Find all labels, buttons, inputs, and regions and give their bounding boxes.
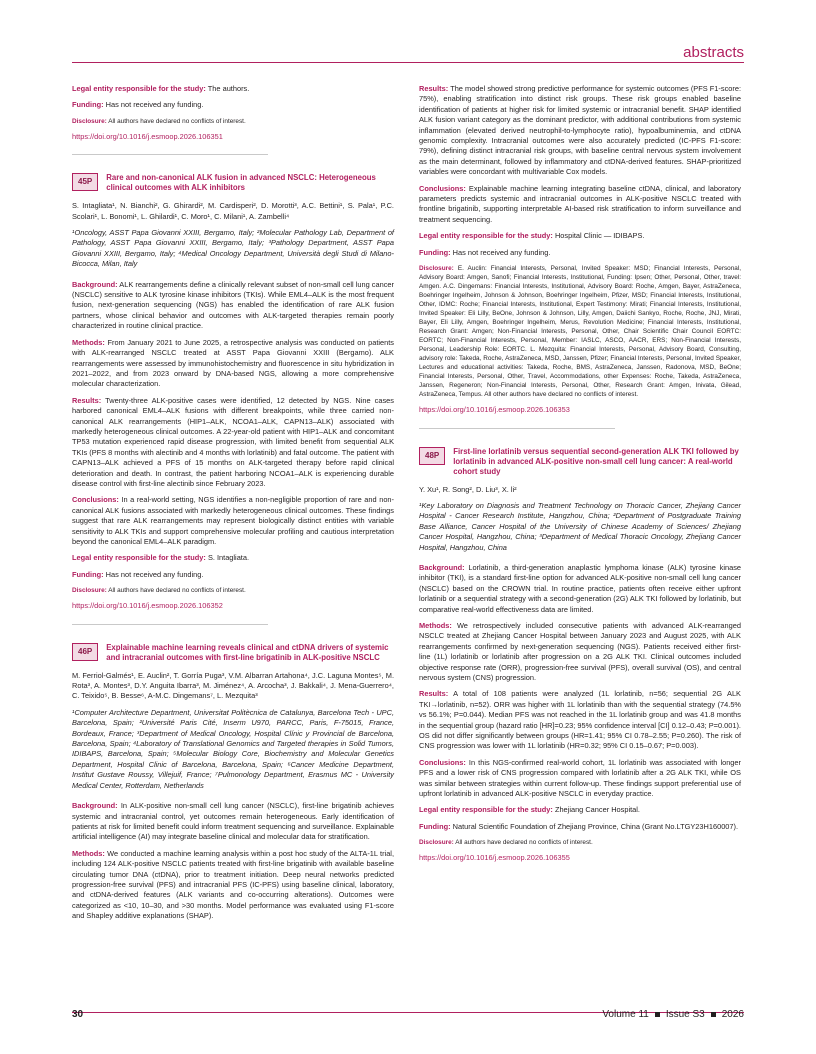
legal-entity: Legal entity responsible for the study: Hospital Clinic — IDIBAPS. xyxy=(419,231,645,241)
affiliations: ¹Computer Architecture Department, Universitat Politècnica de Catalunya, Barcelona Tech - UPC, Barcelona, Spain; ²Université Paris Cité, Inserm U970, PARCC, Paris, F-75015, France, Bordeaux, France; ³Department of Medical Oncology, Hospital Clínic y Provincial de Barcelona, Barcelona, Spain; ⁴Laboratory of Translational Genomics and Targeted therapies in Solid Tumors, IDIBAPS, Barcelona, Spain; ⁵Molecular Biology Core, Biochemistry and Molecular Genetics Department, Hospital Clinic of Barcelona, Barcelona, Spain; ⁶Cancer Medicine Department, Institut Gustave Roussy, Villejuif, France; ⁷Pulmonology Department, Erasmus MC - University Medical Center, Rotterdam, Netherlands xyxy=(72,707,394,790)
year: 2026 xyxy=(721,1009,744,1020)
legal-entity: Legal entity responsible for the study: Zhejiang Cancer Hospital. xyxy=(419,805,640,815)
authors: M. Ferriol-Galmés¹, E. Auclin², T. Gorría Puga³, V.M. Albarran Artahona⁴, J.C. Laguna Montes⁵, M. Rota³, A. Montes³, D.Y. Anguita Ibarra³, M. Jiménez⁴, A. Arcocha³, J. Bakkali⁴, J. Mena-Guerrero⁴, C. Teixido⁵, B. Besse⁶, A-M.C. Dingemans⁷, L. Mezquita³ xyxy=(72,670,394,701)
square-bullet-icon xyxy=(711,1012,716,1017)
right-column xyxy=(419,84,741,870)
legal-entity: Legal entity responsible for the study: S. Intagliata. xyxy=(72,553,250,563)
abstract-title: First-line lorlatinib versus sequential second-generation ALK TKI followed by lorlatinib in advanced ALK-positive non-small cell lung cancer: A real-world cohort study xyxy=(453,446,739,476)
affiliations: ¹Oncology, ASST Papa Giovanni XXIII, Bergamo, Italy; ²Molecular Pathology Lab, Department of Pathology, ASST Papa Giovanni XXIII, Bergamo, Italy; ³Pathology Department, ASST Papa Giovanni XXIII, Bergamo, Italy; ⁴Medical Oncology Department, Università degli Studi di Milano-Bicocca, Milan, Italy xyxy=(72,228,394,269)
methods: Methods: From January 2021 to June 2025, a retrospective analysis was conducted on patients with ALK-rearranged NSCLC treated at ASST Papa Giovanni XXIII (Bergamo). ALK rearrangements were assessed by immunohistochemistry and fluorescence in situ hybridization in 2021–2022, and from 2023 onward by DNA-based NGS, allowing a more comprehensive molecular characterization. xyxy=(72,337,394,389)
methods: Methods: We retrospectively included consecutive patients with advanced ALK-rearranged NSCLC treated at Zhejiang Cancer Hospital between January 2023 and August 2025, with ALK rearrangements confirmed by next-generation sequencing (NGS). Patients received either first-line (1L) lorlatinib or lorlatinib after progression on a 2G ALK TKI. Clinical outcomes included objective response rate (ORR), progression-free survival (PFS), overall survival (OS), and central nervous system (CNS) progression. xyxy=(419,620,741,682)
abstract-number: 45P xyxy=(72,173,98,191)
left-column xyxy=(72,84,394,928)
funding: Funding: Has not received any funding. xyxy=(72,100,204,110)
section-title: abstracts xyxy=(683,44,744,61)
disclosure: Disclosure: E. Auclin: Financial Interests, Personal, Invited Speaker: MSD; Financial Interests, Personal, Advisory Board: Amgen, Sanofi; Financial Interests, Institutional, Funding: Ipsen; Other, Personal, Other, travel: Amgen. A.C. Dingemans: Financial Interests, Institutional, Advisory Board: Roche, Amgen, Bayer, AstraZeneca, Boehringer Ingelheim, Johnson & Johnson, Boehringer Ingelheim, Pfizer, MSD; Financial Interests, Institutional, Other, IDMC: Roche; Financial Interests, Institutional, Expert Testimony: Mirati; Financial Interests, Institutional, Invited Speaker: Eli Lilly, BeOne, Johnson & Johnson, Lilly, Amgen, Daiichi Sankyo, Roche, Roche, JNJ, Mirati, Bayer, Eli Lilly, Amgen, Boehringer Ingelheim, Merus, Revolution Medicine; Financial Interests, Institutional, Research Grant: Amgen; Non-Financial Interests, Personal, Other, Chair Scientific Chair Council EORTC: EORTC; Non-Financial Interests, Personal, Member: IASLC, ASCO, AACR, ERS; Non-Financial Interests, Personal, Leadership Role: EORTC. L. Mezquita: Financial Interests, Personal, Advisory Board, Consulting, advisory role: Takeda, Roche, AstraZeneca, MSD, Janssen, Pfizer; Financial Interests, Personal, Invited Speaker, Lectures and educational activities: Takeda, Roche, BMS, AstraZeneca, Janssen, Radonova, MSD, BeOne; Financial Interests, Personal, Other, Travel, Accommodations, other Expenses: Roche, Takeda, AstraZeneca, Janssen, Regeneron; Non-Financial Interests, Personal, Other, Research Grant: Amgen, Inivata, Gilead, AstraZeneca, Tempus. All other authors have declared no conflicts of interest. xyxy=(419,265,742,399)
conclusions: Conclusions: Explainable machine learning integrating baseline ctDNA, clinical, and laboratory parameters predicts systemic and intracranial outcomes in ALK-positive NSCLC treated with frontline brigatinib, supporting interpretable AI-based risk stratification to inform surveillance and treatment sequencing. xyxy=(419,183,742,224)
doi-link[interactable]: https://doi.org/10.1016/j.esmoop.2026.106352 xyxy=(72,601,223,611)
abstract-title: Rare and non-canonical ALK fusion in advanced NSCLC: Heterogeneous clinical outcomes with ALK inhibitors xyxy=(106,173,376,193)
volume: Volume 11 xyxy=(602,1009,649,1020)
abstract-number: 46P xyxy=(72,643,98,661)
abstract-48-heading xyxy=(419,447,741,477)
conclusions: Conclusions: In this NGS-confirmed real-world cohort, 1L lorlatinib was associated with longer PFS and a lower risk of CNS progression compared with lorlatinib after a 2G ALK TKI, while OS was similar between strategies within current follow-up. These findings support preferential use of upfront lorlatinib in advanced ALK-positive NSCLC in everyday practice. xyxy=(419,757,741,799)
funding: Funding: Has not received any funding. xyxy=(72,569,204,579)
doi-link[interactable]: https://doi.org/10.1016/j.esmoop.2026.106353 xyxy=(419,405,570,415)
background: Background: Lorlatinib, a third-generation anaplastic lymphoma kinase (ALK) tyrosine kinase inhibitor (TKI), is a standard first-line option for advanced ALK-positive non-small cell lung cancer (NSCLC) based on the CROWN trial. In routine practice, patients often receive either upfront lorlatinib or a sequential strategy with a second-generation (2G) ALK TKI followed by lorlatinib, but comparative real-world effectiveness data are limited. xyxy=(419,562,742,614)
disclosure: Disclosure: All authors have declared no conflicts of interest. xyxy=(72,117,246,125)
disclosure: Disclosure: All authors have declared no conflicts of interest. xyxy=(419,839,593,847)
conclusions: Conclusions: In a real-world setting, NGS identifies a non-negligible proportion of rare and non-canonical ALK fusions associated with markedly heterogeneous clinical outcomes. These findings suggest that rare ALK rearrangements may represent biologically distinct entities with variable sensitivity to ALK TKIs and support comprehensive molecular profiling and cautious interpretation beyond the canonical EML4–ALK paradigm. xyxy=(72,495,394,546)
doi-link[interactable]: https://doi.org/10.1016/j.esmoop.2026.106351 xyxy=(72,131,223,141)
methods: Methods: We conducted a machine learning analysis within a post hoc study of the ALTA-1L trial, including 124 ALK-positive NSCLC patients treated with first-line brigatinib with available baseline circulating tumor DNA (ctDNA), prior to treatment initiation. Deep neural networks predicted progression-free survival (PFS) and intracranial PFS (IC-PFS) using baseline clinical, laboratory, and ctDNA-derived features (ALK variants and co-occurring alterations). Outcomes were categorized as <10, 10–30, and >30 months. Model performance was evaluated using F1-score and Shapley additive explanations (SHAP). xyxy=(72,848,395,921)
page-number: 30 xyxy=(72,1009,84,1020)
header-rule xyxy=(72,62,744,63)
funding: Funding: Natural Scientific Foundation of Zhejiang Province, China (Grant No.LTGY23H160007). xyxy=(419,821,739,831)
affiliations: ¹Key Laboratory on Diagnosis and Treatment Technology on Thoracic Cancer, Zhejiang Cancer Hospital - Cancer Research Institute, Hangzhou, China; ²Department of Postgraduate Training Base Alliance, Cancer Hospital of the University of Chinese Academy of Sciences/ Zhejiang Cancer Hospital, Hangzhou, China; ³Department of Medical Thoracic Oncology, Zhejiang Cancer Hospital, Hangzhou, China xyxy=(419,500,741,552)
abstract-46-heading xyxy=(72,643,394,663)
authors: S. Intagliata¹, N. Bianchi², G. Ghirardi², M. Cardisperi², D. Morotti³, A.C. Bettini¹, S. Pala¹, P.C. Scolari¹, L. Bonomi¹, L. Ghilardi¹, C. Moro¹, C. Milani¹, A. Zambelli⁴ xyxy=(72,201,394,221)
abstract-number: 48P xyxy=(419,447,445,465)
abstract-45-heading xyxy=(72,173,394,193)
doi-link[interactable]: https://doi.org/10.1016/j.esmoop.2026.106355 xyxy=(419,853,570,863)
disclosure: Disclosure: All authors have declared no conflicts of interest. xyxy=(72,587,246,595)
abstract-title: Explainable machine learning reveals clinical and ctDNA drivers of systemic and intracranial outcomes with first-line brigatinib in ALK-positive NSCLC xyxy=(106,642,389,662)
results: Results: Twenty-three ALK-positive cases were identified, 12 detected by NGS. Nine cases harbored canonical EML4–ALK fusions with different breakpoints, while three carried non-canonical ALK rearrangements (HIP1–ALK, NCOA1–ALK, CAPN13–ALK) associated with markedly heterogeneous clinical outcomes. A 22-year-old patient with HIP1–ALK and concomitant TP53 mutation experienced rapid disease progression, with limited benefit from sequential ALK TKIs (PFS 8 months with alectinib and 4 months with lorlatinib) and fatal outcome. The patient with CAPN13–ALK achieved a PFS of 15 months on ALK-targeted therapy before rapid clinical deterioration and death. In contrast, the patient harboring NCOA1–ALK is experiencing durable disease control with first-line alectinib since February 2023. xyxy=(72,395,394,488)
authors: Y. Xu¹, R. Song², D. Liu³, X. li² xyxy=(419,484,517,494)
results: Results: The model showed strong predictive performance for systemic outcomes (PFS F1-score: 75%), enabling stratification into distinct risk groups. These risk groups enabled baseline identification of patients at higher risk for limited systemic or intracranial benefit. SHAP identified ALK fusion variant category as the dominant predictor, with additional contributions from systemic inflammation (elevated derived neutrophil-to-lymphocyte ratio), hypoalbuminemia, and ctDNA genomic complexity. Intracranial outcomes were also accurately predicted (IC-PFS F1-score: 79%), defining distinct intracranial risk groups, with baseline central nervous system involvement as the main determinant, followed by inflammatory and ctDNA-derived features. SHAP-prioritized variables were concordant with multivariable Cox models. xyxy=(419,84,741,177)
results: Results: A total of 108 patients were analyzed (1L lorlatinib, n=56; sequential 2G ALK TKI→lorlatinib, n=52). ORR was higher with 1L lorlatinib than with the sequential strategy (74.5% vs 56.1%; P=0.044). Median PFS was not reached in the 1L lorlatinib group and was 41.8 months in the sequential group (hazard ratio [HR]=0.23; 95% confidence interval [CI] 0.12–0.43; P=0.001). OS did not differ significantly between groups (HR=1.41; 95% CI 0.78–2.55; P=0.260). The risk of CNS progression was lower with 1L lorlatinib (HR=0.32; 95% CI 0.15–0.67; P=0.003). xyxy=(419,689,741,751)
separator xyxy=(72,624,268,625)
funding: Funding: Has not received any funding. xyxy=(419,247,551,257)
journal-issue xyxy=(602,1009,744,1020)
separator xyxy=(419,428,615,429)
background: Background: ALK rearrangements define a clinically relevant subset of non-small cell lung cancer (NSCLC) sensitive to ALK tyrosine kinase inhibitors (TKIs). While EML4–ALK is the most frequent fusion, next-generation sequencing (NGS) has enabled the identification of rare ALK fusion partners, whose clinical behavior and outcomes with ALK-targeted therapies remain poorly characterized in routine clinical practice. xyxy=(72,279,394,331)
background: Background: In ALK-positive non-small cell lung cancer (NSCLC), first-line brigatinib achieves systemic and intracranial control, yet outcomes remain heterogeneous. Early identification of patients at risk for limited benefit could inform treatment sequencing and surveillance. Explainable artificial intelligence (AI) may integrate baseline clinical and molecular data for stratification. xyxy=(72,801,394,842)
issue: Issue S3 xyxy=(665,1009,705,1020)
square-bullet-icon xyxy=(655,1012,660,1017)
legal-entity: Legal entity responsible for the study: The authors. xyxy=(72,84,250,93)
separator xyxy=(72,154,268,155)
